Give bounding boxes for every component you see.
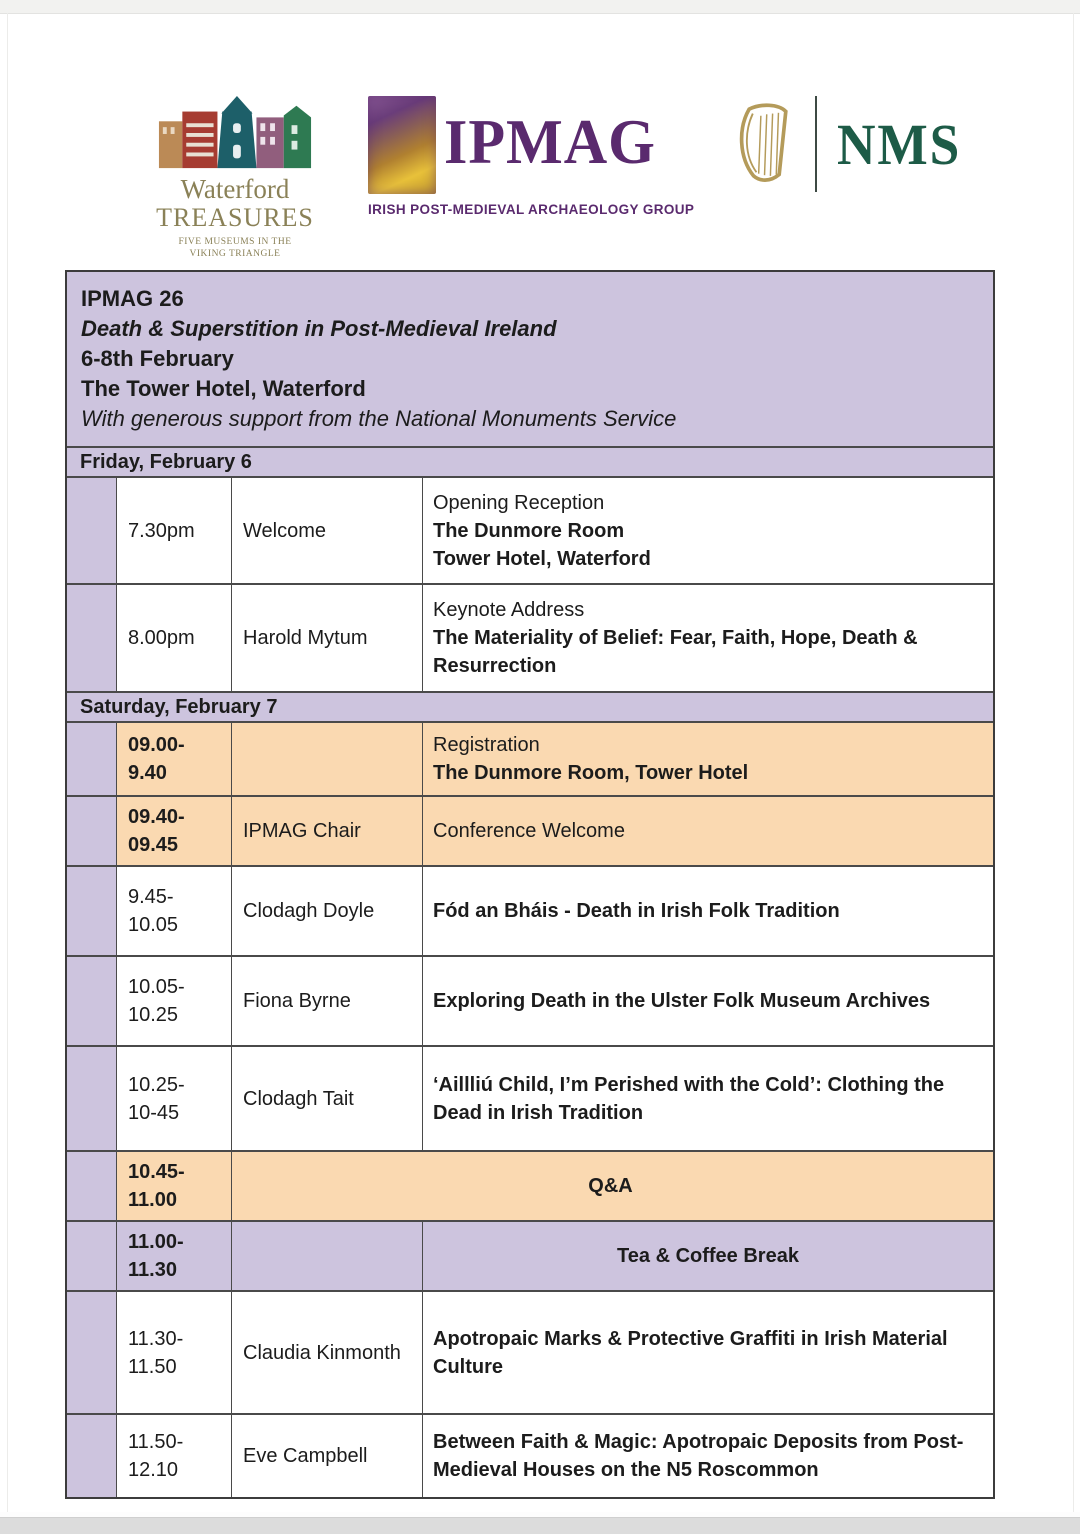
time-cell <box>117 1152 232 1220</box>
nms-logo <box>733 92 1013 196</box>
speaker-cell <box>232 1222 423 1290</box>
description-line: Opening Reception <box>433 491 605 514</box>
time-cell <box>117 867 232 955</box>
description-cell <box>423 723 993 795</box>
speaker-cell: Harold Mytum <box>232 585 423 691</box>
waterford-logo-name: Waterford <box>180 174 290 204</box>
description-line: Exploring Death in the Ulster Folk Museum Archives <box>433 990 931 1012</box>
photo-edge-bottom <box>0 1518 1080 1534</box>
time-line: 9.40 <box>128 762 167 784</box>
time-line: 10.45- <box>128 1161 185 1183</box>
description-cell <box>423 1047 993 1150</box>
photo-edge-top <box>0 0 1080 14</box>
speaker-cell: Eve Campbell <box>232 1415 423 1497</box>
time-cell <box>117 585 232 691</box>
time-line: 11.00- <box>128 1231 184 1253</box>
speaker-cell <box>232 723 423 795</box>
description-line: Apotropaic Marks & Protective Graffiti in Irish Material Culture <box>433 1327 948 1378</box>
time-line: 10.25- <box>128 1073 185 1096</box>
time-line: 09.45 <box>128 834 179 856</box>
description-line: ‘Aillliú Child, I’m Perished with the Cold’: Clothing the Dead in Irish Tradition <box>433 1073 945 1124</box>
description-line: The Materiality of Belief: Fear, Faith, Hope, Death & Resurrection <box>433 627 918 677</box>
description-cell <box>423 1415 993 1497</box>
row-margin-cell <box>67 1292 117 1413</box>
time-cell <box>117 1222 232 1290</box>
section-header: Saturday, February 7 <box>67 693 993 723</box>
description-cell <box>423 1222 993 1290</box>
description-line: The Dunmore Room, Tower Hotel <box>433 762 749 784</box>
time-line: 09.40- <box>128 806 185 828</box>
description-line: Tower Hotel, Waterford <box>433 547 651 570</box>
description-line: Conference Welcome <box>433 820 625 842</box>
time-line: 09.00- <box>128 734 185 756</box>
row-margin-cell <box>67 957 117 1045</box>
description-line: Registration <box>433 734 540 756</box>
time-cell <box>117 723 232 795</box>
time-line: 10.25 <box>128 1004 179 1026</box>
ipmag-logo-acronym: IPMAG <box>444 106 656 177</box>
speaker-cell: Welcome <box>232 478 423 583</box>
section-header: Friday, February 6 <box>67 448 993 478</box>
description-cell <box>423 585 993 691</box>
title-line-3: 6-8th February <box>81 346 234 371</box>
waterford-logo-tagline2: VIKING TRIANGLE <box>189 249 281 259</box>
description-line: Q&A <box>588 1175 633 1197</box>
ipmag-logo-subtitle: IRISH POST-MEDIEVAL ARCHAEOLOGY GROUP <box>368 202 695 217</box>
ipmag-art-icon <box>368 96 436 194</box>
time-cell <box>117 957 232 1045</box>
schedule-row <box>67 478 993 585</box>
speaker-cell: Clodagh Tait <box>232 1047 423 1150</box>
harp-icon <box>733 92 799 196</box>
schedule-row <box>67 957 993 1047</box>
description-line: The Dunmore Room <box>433 519 625 542</box>
time-line: 11.30- <box>128 1327 184 1350</box>
schedule-row <box>67 1415 993 1497</box>
row-margin-cell <box>67 585 117 691</box>
schedule-row <box>67 585 993 693</box>
time-line: 11.30 <box>128 1259 177 1281</box>
schedule-row <box>67 797 993 867</box>
row-margin-cell <box>67 1152 117 1220</box>
time-line: 11.50- <box>128 1431 184 1453</box>
schedule-row <box>67 1047 993 1152</box>
description-line: Between Faith & Magic: Apotropaic Deposits from Post-Medieval Houses on the N5 Roscommon <box>433 1431 964 1481</box>
ipmag-logo <box>368 96 703 217</box>
row-margin-cell <box>67 723 117 795</box>
time-line: 10.05 <box>128 914 179 936</box>
row-margin-cell <box>67 797 117 865</box>
nms-logo-divider <box>815 96 817 192</box>
time-line: 11.00 <box>128 1189 177 1211</box>
title-line-5: With generous support from the National Monuments Service <box>81 406 677 431</box>
nms-logo-acronym: NMS <box>837 111 962 177</box>
title-line-4: The Tower Hotel, Waterford <box>81 376 366 401</box>
time-line: 11.50 <box>128 1355 177 1378</box>
description-cell <box>423 797 993 865</box>
speaker-cell: Claudia Kinmonth <box>232 1292 423 1413</box>
schedule-row <box>67 723 993 797</box>
time-cell <box>117 797 232 865</box>
title-line-1: IPMAG 26 <box>81 286 184 311</box>
description-line: Fód an Bháis - Death in Irish Folk Tradition <box>433 900 840 922</box>
waterford-treasures-logo <box>140 94 330 260</box>
description-line: Keynote Address <box>433 599 585 621</box>
row-margin-cell <box>67 1415 117 1497</box>
speaker-cell: IPMAG Chair <box>232 797 423 865</box>
description-cell <box>423 957 993 1045</box>
description-cell <box>232 1152 993 1220</box>
time-line: 7.30pm <box>128 519 195 542</box>
description-cell <box>423 478 993 583</box>
time-line: 9.45- <box>128 886 174 908</box>
waterford-logo-tagline1: FIVE MUSEUMS IN THE <box>178 237 292 247</box>
waterford-logo-name2: TREASURES <box>156 203 314 232</box>
time-cell <box>117 1292 232 1413</box>
schedule-table <box>65 270 995 1499</box>
logo-banner <box>0 88 1080 259</box>
speaker-cell: Fiona Byrne <box>232 957 423 1045</box>
schedule-row <box>67 1292 993 1415</box>
time-line: 10-45 <box>128 1101 180 1124</box>
row-margin-cell <box>67 867 117 955</box>
schedule-row <box>67 1222 993 1292</box>
time-line: 10.05- <box>128 976 185 998</box>
schedule-row <box>67 867 993 957</box>
row-margin-cell <box>67 478 117 583</box>
time-cell <box>117 478 232 583</box>
schedule-row <box>67 1152 993 1222</box>
description-cell <box>423 1292 993 1413</box>
time-cell <box>117 1415 232 1497</box>
conference-title-block <box>67 272 993 448</box>
time-line: 8.00pm <box>128 627 195 649</box>
time-line: 12.10 <box>128 1459 179 1481</box>
title-line-2: Death & Superstition in Post-Medieval Ireland <box>81 316 557 341</box>
waterford-buildings-icon <box>155 94 315 172</box>
description-cell <box>423 867 993 955</box>
description-line: Tea & Coffee Break <box>617 1245 799 1267</box>
speaker-cell: Clodagh Doyle <box>232 867 423 955</box>
time-cell <box>117 1047 232 1150</box>
row-margin-cell <box>67 1222 117 1290</box>
row-margin-cell <box>67 1047 117 1150</box>
